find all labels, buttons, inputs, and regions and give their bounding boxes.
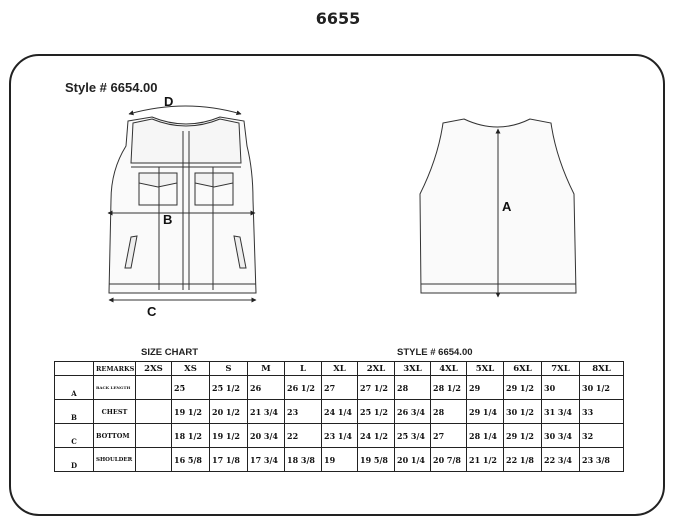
style-heading: Style # 6654.00 bbox=[65, 80, 158, 95]
table-cell: 28 1/2 bbox=[431, 376, 467, 400]
size-header-6xl: 6XL bbox=[504, 362, 542, 376]
table-cell: 26 3/4 bbox=[395, 400, 431, 424]
table-cell: 22 1/8 bbox=[504, 448, 542, 472]
table-row bbox=[55, 400, 624, 424]
table-cell: 18 1/2 bbox=[172, 424, 210, 448]
row-remark: SHOULDER bbox=[94, 448, 136, 472]
table-cell: 28 bbox=[395, 376, 431, 400]
table-cell: 27 bbox=[322, 376, 358, 400]
table-cell: 17 1/8 bbox=[210, 448, 248, 472]
size-table bbox=[54, 361, 624, 472]
vest-front-drawing bbox=[109, 117, 256, 293]
table-cell: 29 bbox=[467, 376, 504, 400]
table-cell: 24 1/4 bbox=[322, 400, 358, 424]
dimension-label-b: B bbox=[163, 212, 173, 227]
table-cell: 29 1/4 bbox=[467, 400, 504, 424]
table-cell bbox=[136, 448, 172, 472]
dimension-label-d: D bbox=[164, 94, 174, 109]
table-cell: 28 1/4 bbox=[467, 424, 504, 448]
row-letter: B bbox=[55, 400, 94, 424]
table-cell: 30 1/2 bbox=[580, 376, 624, 400]
table-cell: 22 3/4 bbox=[542, 448, 580, 472]
table-row bbox=[55, 448, 624, 472]
table-cell: 24 1/2 bbox=[358, 424, 395, 448]
table-cell: 30 bbox=[542, 376, 580, 400]
row-remark: BOTTOM bbox=[94, 424, 136, 448]
table-cell: 22 bbox=[285, 424, 322, 448]
table-cell bbox=[136, 376, 172, 400]
table-cell: 20 1/4 bbox=[395, 448, 431, 472]
table-cell: 30 1/2 bbox=[504, 400, 542, 424]
table-cell: 23 3/8 bbox=[580, 448, 624, 472]
table-cell: 23 1/4 bbox=[322, 424, 358, 448]
dimension-label-a: A bbox=[502, 199, 512, 214]
table-cell: 27 1/2 bbox=[358, 376, 395, 400]
table-cell: 26 bbox=[248, 376, 285, 400]
table-cell: 31 3/4 bbox=[542, 400, 580, 424]
size-header-4xl: 4XL bbox=[431, 362, 467, 376]
size-chart-heading: SIZE CHART bbox=[141, 347, 198, 358]
table-cell: 28 bbox=[431, 400, 467, 424]
table-cell: 33 bbox=[580, 400, 624, 424]
table-cell: 17 3/4 bbox=[248, 448, 285, 472]
table-cell: 21 1/2 bbox=[467, 448, 504, 472]
size-chart-style-heading: STYLE # 6654.00 bbox=[397, 347, 473, 358]
row-remark: CHEST bbox=[94, 400, 136, 424]
remarks-header: REMARKS bbox=[94, 362, 136, 376]
size-header-row bbox=[55, 362, 624, 376]
size-header-7xl: 7XL bbox=[542, 362, 580, 376]
table-cell: 27 bbox=[431, 424, 467, 448]
letter-header bbox=[55, 362, 94, 376]
size-header-8xl: 8XL bbox=[580, 362, 624, 376]
row-remark: BACK LENGTH bbox=[94, 376, 136, 400]
table-cell: 16 5/8 bbox=[172, 448, 210, 472]
size-header-m: M bbox=[248, 362, 285, 376]
size-header-2xl: 2XL bbox=[358, 362, 395, 376]
table-cell: 20 1/2 bbox=[210, 400, 248, 424]
table-cell: 21 3/4 bbox=[248, 400, 285, 424]
table-cell: 18 3/8 bbox=[285, 448, 322, 472]
table-cell bbox=[136, 424, 172, 448]
table-cell: 29 1/2 bbox=[504, 424, 542, 448]
size-header-l: L bbox=[285, 362, 322, 376]
table-cell: 25 1/2 bbox=[358, 400, 395, 424]
page-title: 6655 bbox=[315, 9, 361, 28]
size-header-xs: XS bbox=[172, 362, 210, 376]
table-cell: 25 bbox=[172, 376, 210, 400]
table-cell: 29 1/2 bbox=[504, 376, 542, 400]
table-row bbox=[55, 376, 624, 400]
table-cell: 30 3/4 bbox=[542, 424, 580, 448]
table-cell: 19 1/2 bbox=[210, 424, 248, 448]
table-cell: 19 1/2 bbox=[172, 400, 210, 424]
table-cell: 20 7/8 bbox=[431, 448, 467, 472]
table-cell: 26 1/2 bbox=[285, 376, 322, 400]
table-cell: 25 3/4 bbox=[395, 424, 431, 448]
row-letter: C bbox=[55, 424, 94, 448]
table-cell: 25 1/2 bbox=[210, 376, 248, 400]
table-row bbox=[55, 424, 624, 448]
table-cell: 23 bbox=[285, 400, 322, 424]
table-cell: 20 3/4 bbox=[248, 424, 285, 448]
row-letter: D bbox=[55, 448, 94, 472]
size-header-3xl: 3XL bbox=[395, 362, 431, 376]
table-cell bbox=[136, 400, 172, 424]
table-cell: 19 bbox=[322, 448, 358, 472]
size-header-2xs: 2XS bbox=[136, 362, 172, 376]
table-cell: 32 bbox=[580, 424, 624, 448]
table-cell: 19 5/8 bbox=[358, 448, 395, 472]
size-header-s: S bbox=[210, 362, 248, 376]
row-letter: A bbox=[55, 376, 94, 400]
dimension-label-c: C bbox=[147, 304, 157, 319]
size-header-xl: XL bbox=[322, 362, 358, 376]
size-header-5xl: 5XL bbox=[467, 362, 504, 376]
